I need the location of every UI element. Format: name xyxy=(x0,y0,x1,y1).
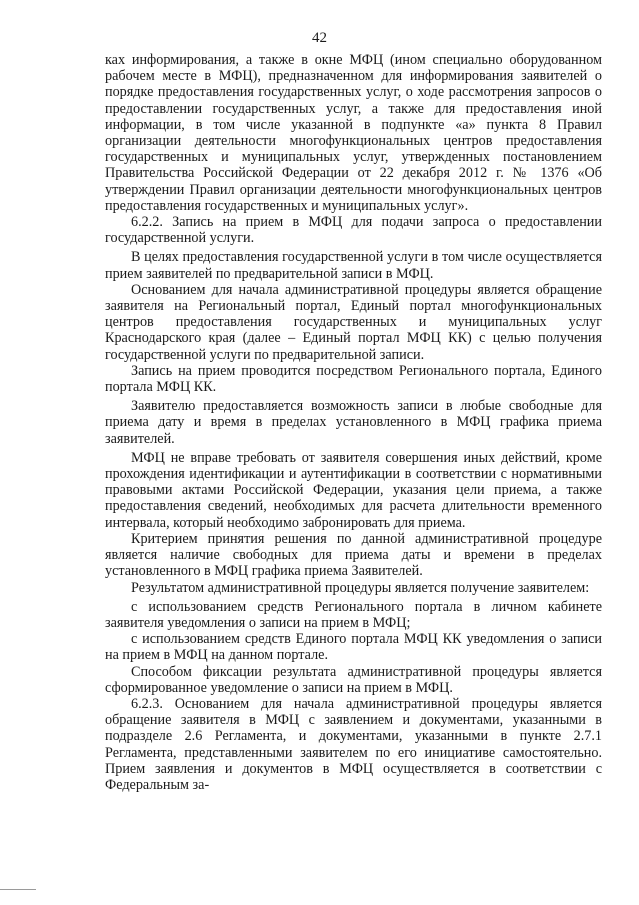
paragraph-result: Результатом административной процедуры является получение заявителем: xyxy=(131,579,590,596)
paragraph-appointment-method: Запись на прием проводится посредством Регионального портала, Единого портала МФЦ КК. xyxy=(105,362,602,396)
paragraph-result-regional-portal: с использованием средств Регионального портала в личном кабинете заявителя уведомления о записи на прием в МФЦ; xyxy=(105,598,602,631)
document-body xyxy=(105,52,602,793)
paragraph-appointment-slots: Заявителю предоставляется возможность записи в любые свободные для приема дату и время в пределах установленного в МФЦ графика приема заявителей. xyxy=(105,398,602,447)
paragraph-6-2-3: 6.2.3. Основанием для начала административной процедуры является обращение заявителя в МФЦ с заявлением и документами, указанными в подразделе 2.6 Регламента, и документами, указанными в пункте 2.7.1 Регламента, представленными заявителем по его инициативе самостоятельно. Прием заявления и документов в МФЦ осуществляется в соответствии с Федеральным за- xyxy=(105,695,602,793)
paragraph-continuation: ках информирования, а также в окне МФЦ (ином специально оборудованном рабочем месте в МФЦ), предназначенном для информирования заявителей о порядке предоставления государственных услуг, о ходе рассмотрения запросов о предоставлении государственных услуг, а также для предоставления иной информации, в том числе указанной в подпункте «а» пункта 8 Правил организации деятельности многофункциональных центров предоставления государственных и муниципальных услуг, утвержденных постановлением Правительства Российской Федерации от 22 декабря 2012 г. № 1376 «Об утверждении Правил организации деятельности многофункциональных центров предоставления государственных и муниципальных услуг». xyxy=(105,52,602,214)
paragraph-mfc-restrictions: МФЦ не вправе требовать от заявителя совершения иных действий, кроме прохождения идентификации и аутентификации в соответствии с нормативными правовыми актами Российской Федерации, указания цели приема, а также предоставления сведений, необходимых для расчета длительности временного интервала, который необходимо забронировать для приема. xyxy=(105,449,602,531)
paragraph-decision-criterion: Критерием принятия решения по данной административной процедуре является наличие свободных для приема даты и времени в пределах установленного в МФЦ графика приема Заявителей. xyxy=(105,530,602,580)
paragraph-basis: Основанием для начала административной процедуры является обращение заявителя на Региональный портал, Единый портал многофункциональных центров предоставления государственных и муниципальных услуг Краснодарского края (далее – Единый портал МФЦ КК) с целью получения государственной услуги по предварительной записи. xyxy=(105,281,602,363)
paragraph-result-fixation: Способом фиксации результата административной процедуры является сформированное уведомление о записи на прием в МФЦ. xyxy=(105,663,602,696)
paragraph-result-unified-portal: с использованием средств Единого портала МФЦ КК уведомления о записи на прием в МФЦ на данном портале. xyxy=(105,631,602,664)
page-number: 42 xyxy=(312,30,327,46)
scan-artifact-line xyxy=(0,889,36,890)
paragraph-6-2-2-heading: 6.2.2. Запись на прием в МФЦ для подачи запроса о предоставлении государственной услуги. xyxy=(105,214,602,247)
paragraph-purpose: В целях предоставления государственной услуги в том числе осуществляется прием заявителей по предварительной записи в МФЦ. xyxy=(105,249,602,282)
